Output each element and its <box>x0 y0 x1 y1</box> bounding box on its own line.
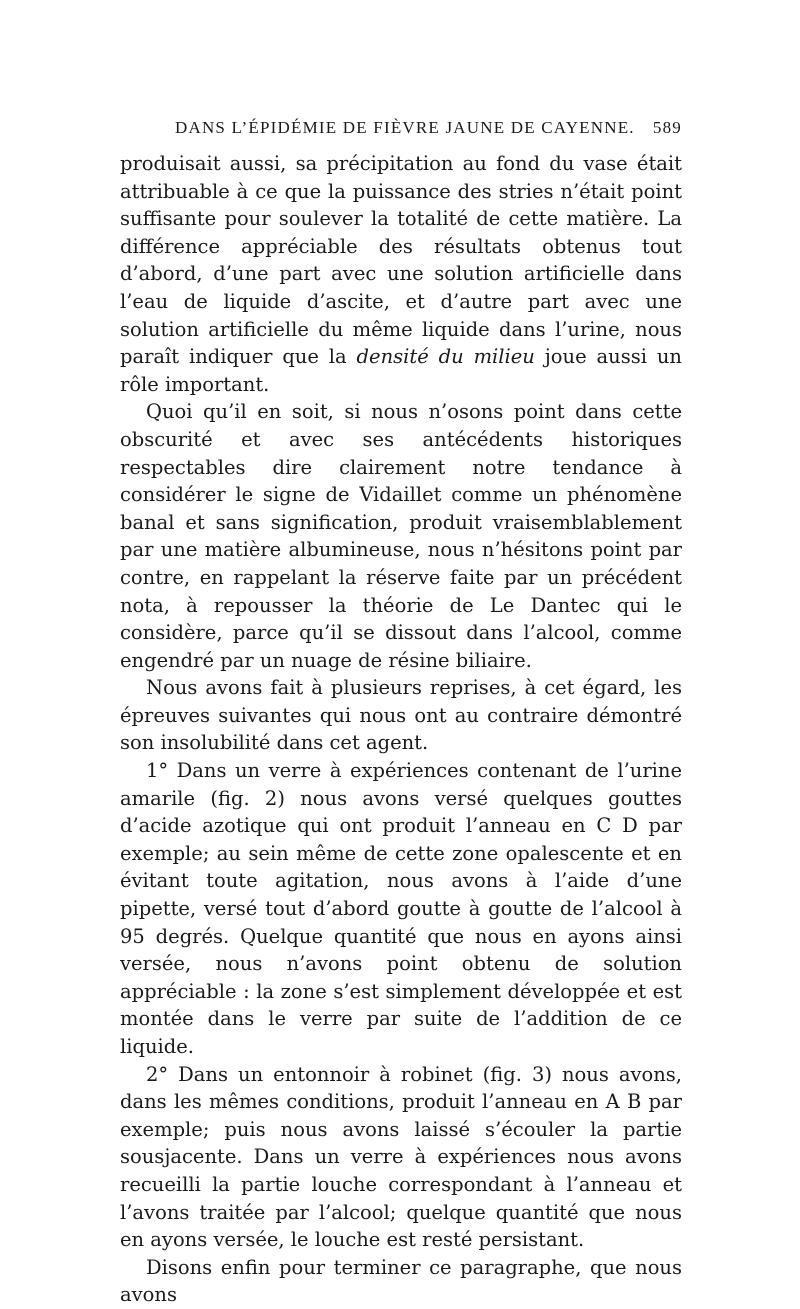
running-head <box>120 118 682 144</box>
paragraph-text: joue aussi un rôle important. <box>120 345 682 396</box>
paragraph-continued <box>120 150 682 398</box>
emphasis-text: densité du milieu <box>356 345 535 369</box>
body-text <box>120 150 682 1309</box>
paragraph-experiment-2: 2° Dans un entonnoir à robinet (fig. 3) nous avons, dans les mêmes conditions, produit l’anneau en A B par exemple; puis nous avons laissé s’écouler la partie sousjacente. Dans un verre à expériences nous avons recueilli la partie louche correspondant à l’anneau et l’avons traitée par l’alcool; quelque quantité que nous en ayons versée, le louche est resté persistant. <box>120 1062 682 1252</box>
paragraph: Nous avons fait à plusieurs reprises, à cet égard, les épreuves suivantes qui nous ont au contraire démontré son insolubilité dans cet agent. <box>120 676 682 755</box>
paragraph-text: produisait aussi, sa précipitation au fond du vase était attribuable à ce que la puissance des stries n’était point suffisante pour soulever la totalité de cette matière. La différence appréciable des résultats obtenus tout d’abord, d’une part avec une solution artificielle dans l’eau de liquide d’ascite, et d’autre part avec une solution artificielle du même liquide dans l’urine, nous paraît indiquer que la <box>120 152 682 369</box>
paragraph-final: Disons enfin pour terminer ce paragraphe, que nous avons <box>120 1255 682 1307</box>
running-title: DANS L’ÉPIDÉMIE DE FIÈVRE JAUNE DE CAYENNE. <box>175 118 635 137</box>
paragraph-experiment-1: 1° Dans un verre à expériences contenant de l’urine amarile (fig. 2) nous avons versé quelques gouttes d’acide azotique qui ont produit l’anneau en C D par exemple; au sein même de cette zone opalescente et en évitant toute agitation, nous avons à l’aide d’une pipette, versé tout d’abord goutte à goutte de l’alcool à 95 degrés. Quelque quantité que nous en ayons ainsi versée, nous n’avons point obtenu de solution appréciable : la zone s’est simplement développée et est montée dans le verre par suite de l’addition de ce liquide. <box>120 759 682 1058</box>
paragraph: Quoi qu’il en soit, si nous n’osons point dans cette obscurité et avec ses antécédents historiques respectables dire clairement notre tendance à considérer le signe de Vidaillet comme un phénomène banal et sans signification, produit vraisemblablement par une matière albumineuse, nous n’hésitons point par contre, en rappelant la réserve faite par un précédent nota, à repousser la théorie de Le Dantec qui le considère, parce qu’il se dissout dans l’alcool, comme engendré par un nuage de résine biliaire. <box>120 400 682 672</box>
page-number: 589 <box>652 118 682 137</box>
